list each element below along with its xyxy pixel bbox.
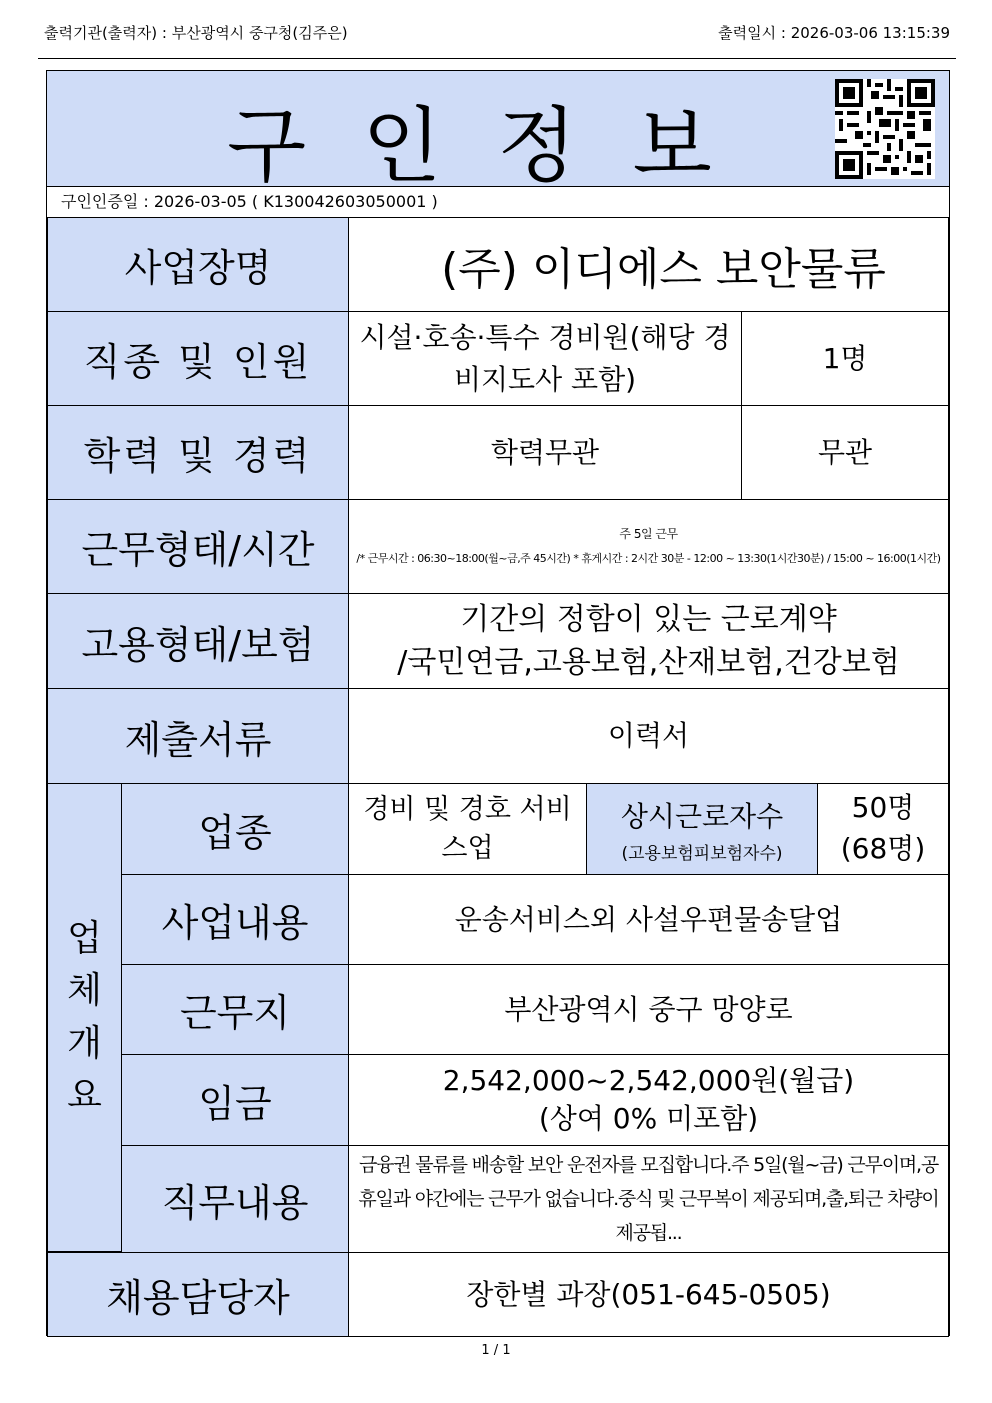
company-overview-label [47,783,122,1252]
job-count-value: 1명 [741,311,949,406]
job-value: 시설·호송·특수 경비원(해당 경비지도사 포함) [348,311,742,406]
business-name-value: (주) 이디에스 보안물류 [348,217,949,312]
documents-value: 이력서 [348,688,949,784]
job-label: 직종 및 인원 [47,311,349,406]
page-number: 1 / 1 [481,1343,511,1358]
contact-label: 채용담당자 [47,1252,349,1337]
career-value: 무관 [741,405,949,500]
work-type-label: 근무형태/시간 [47,499,349,594]
document-title: 구인정보 [227,99,768,194]
issuer-text: 출력기관(출력자) : 부산광역시 중구청(김주은) [44,24,348,42]
company-overview-vertical-text: 업 체 개 요 [67,918,102,1116]
workers-value: 50명 [851,791,915,825]
wage-cell [348,1054,949,1146]
education-label: 학력 및 경력 [47,405,349,500]
work-days-text: 주 5일 근무 [619,527,678,542]
wage-label: 임금 [121,1054,349,1146]
industry-value: 경비 및 경호 서비스업 [348,783,587,875]
business-content-value: 운송서비스외 사설우편물송달업 [348,874,949,965]
location-value: 부산광역시 중구 망양로 [348,964,949,1055]
work-hours-text: /* 근무시간 : 06:30~18:00(월~금,주 45시간) * 휴게시간 : 2시간 30분 - 12:00 ~ 13:30(1시간30분) / 15:00 ~ 16:00(1시간) [356,552,941,566]
employment-cell [348,593,949,689]
contact-value: 장한별 과장(051-645-0505) [348,1252,949,1337]
duty-label: 직무내용 [121,1145,349,1253]
workers-insured-value: (68명) [840,832,926,865]
work-hours-cell [348,499,949,594]
job-info-document [46,70,950,1336]
title-banner [47,71,949,194]
certification-line: 구인인증일 : 2026-03-05 ( K130042603050001 ) [47,187,949,218]
industry-label: 업종 [121,783,349,875]
insurance-text: /국민연금,고용보험,산재보험,건강보험 [397,645,900,680]
printed-at-text: 출력일시 : 2026-03-06 13:15:39 [718,24,950,42]
duty-value: 금융권 물류를 배송할 보안 운전자를 모집합니다.주 5일(월~금) 근무이며,공휴일과 야간에는 근무가 없습니다.중식 및 근무복이 제공되며,출,퇴근 차량이 제공됩... [348,1145,949,1253]
employment-label: 고용형태/보험 [47,593,349,689]
business-content-label: 사업내용 [121,874,349,965]
location-label: 근무지 [121,964,349,1055]
wage-bonus-text: (상여 0% 미포함) [538,1102,759,1135]
workers-label: 상시근로자수 [620,799,784,833]
workers-value-cell [817,783,949,875]
wage-range-text: 2,542,000~2,542,000원(월급) [442,1064,855,1098]
header-divider [38,58,956,59]
workers-label-cell [586,783,818,875]
education-value: 학력무관 [348,405,742,500]
business-name-label: 사업장명 [47,217,349,312]
qr-code-icon [835,79,935,179]
workers-sublabel: (고용보험피보험자수) [621,843,783,864]
employment-contract-text: 기간의 정함이 있는 근로계약 [460,601,837,637]
documents-label: 제출서류 [47,688,349,784]
